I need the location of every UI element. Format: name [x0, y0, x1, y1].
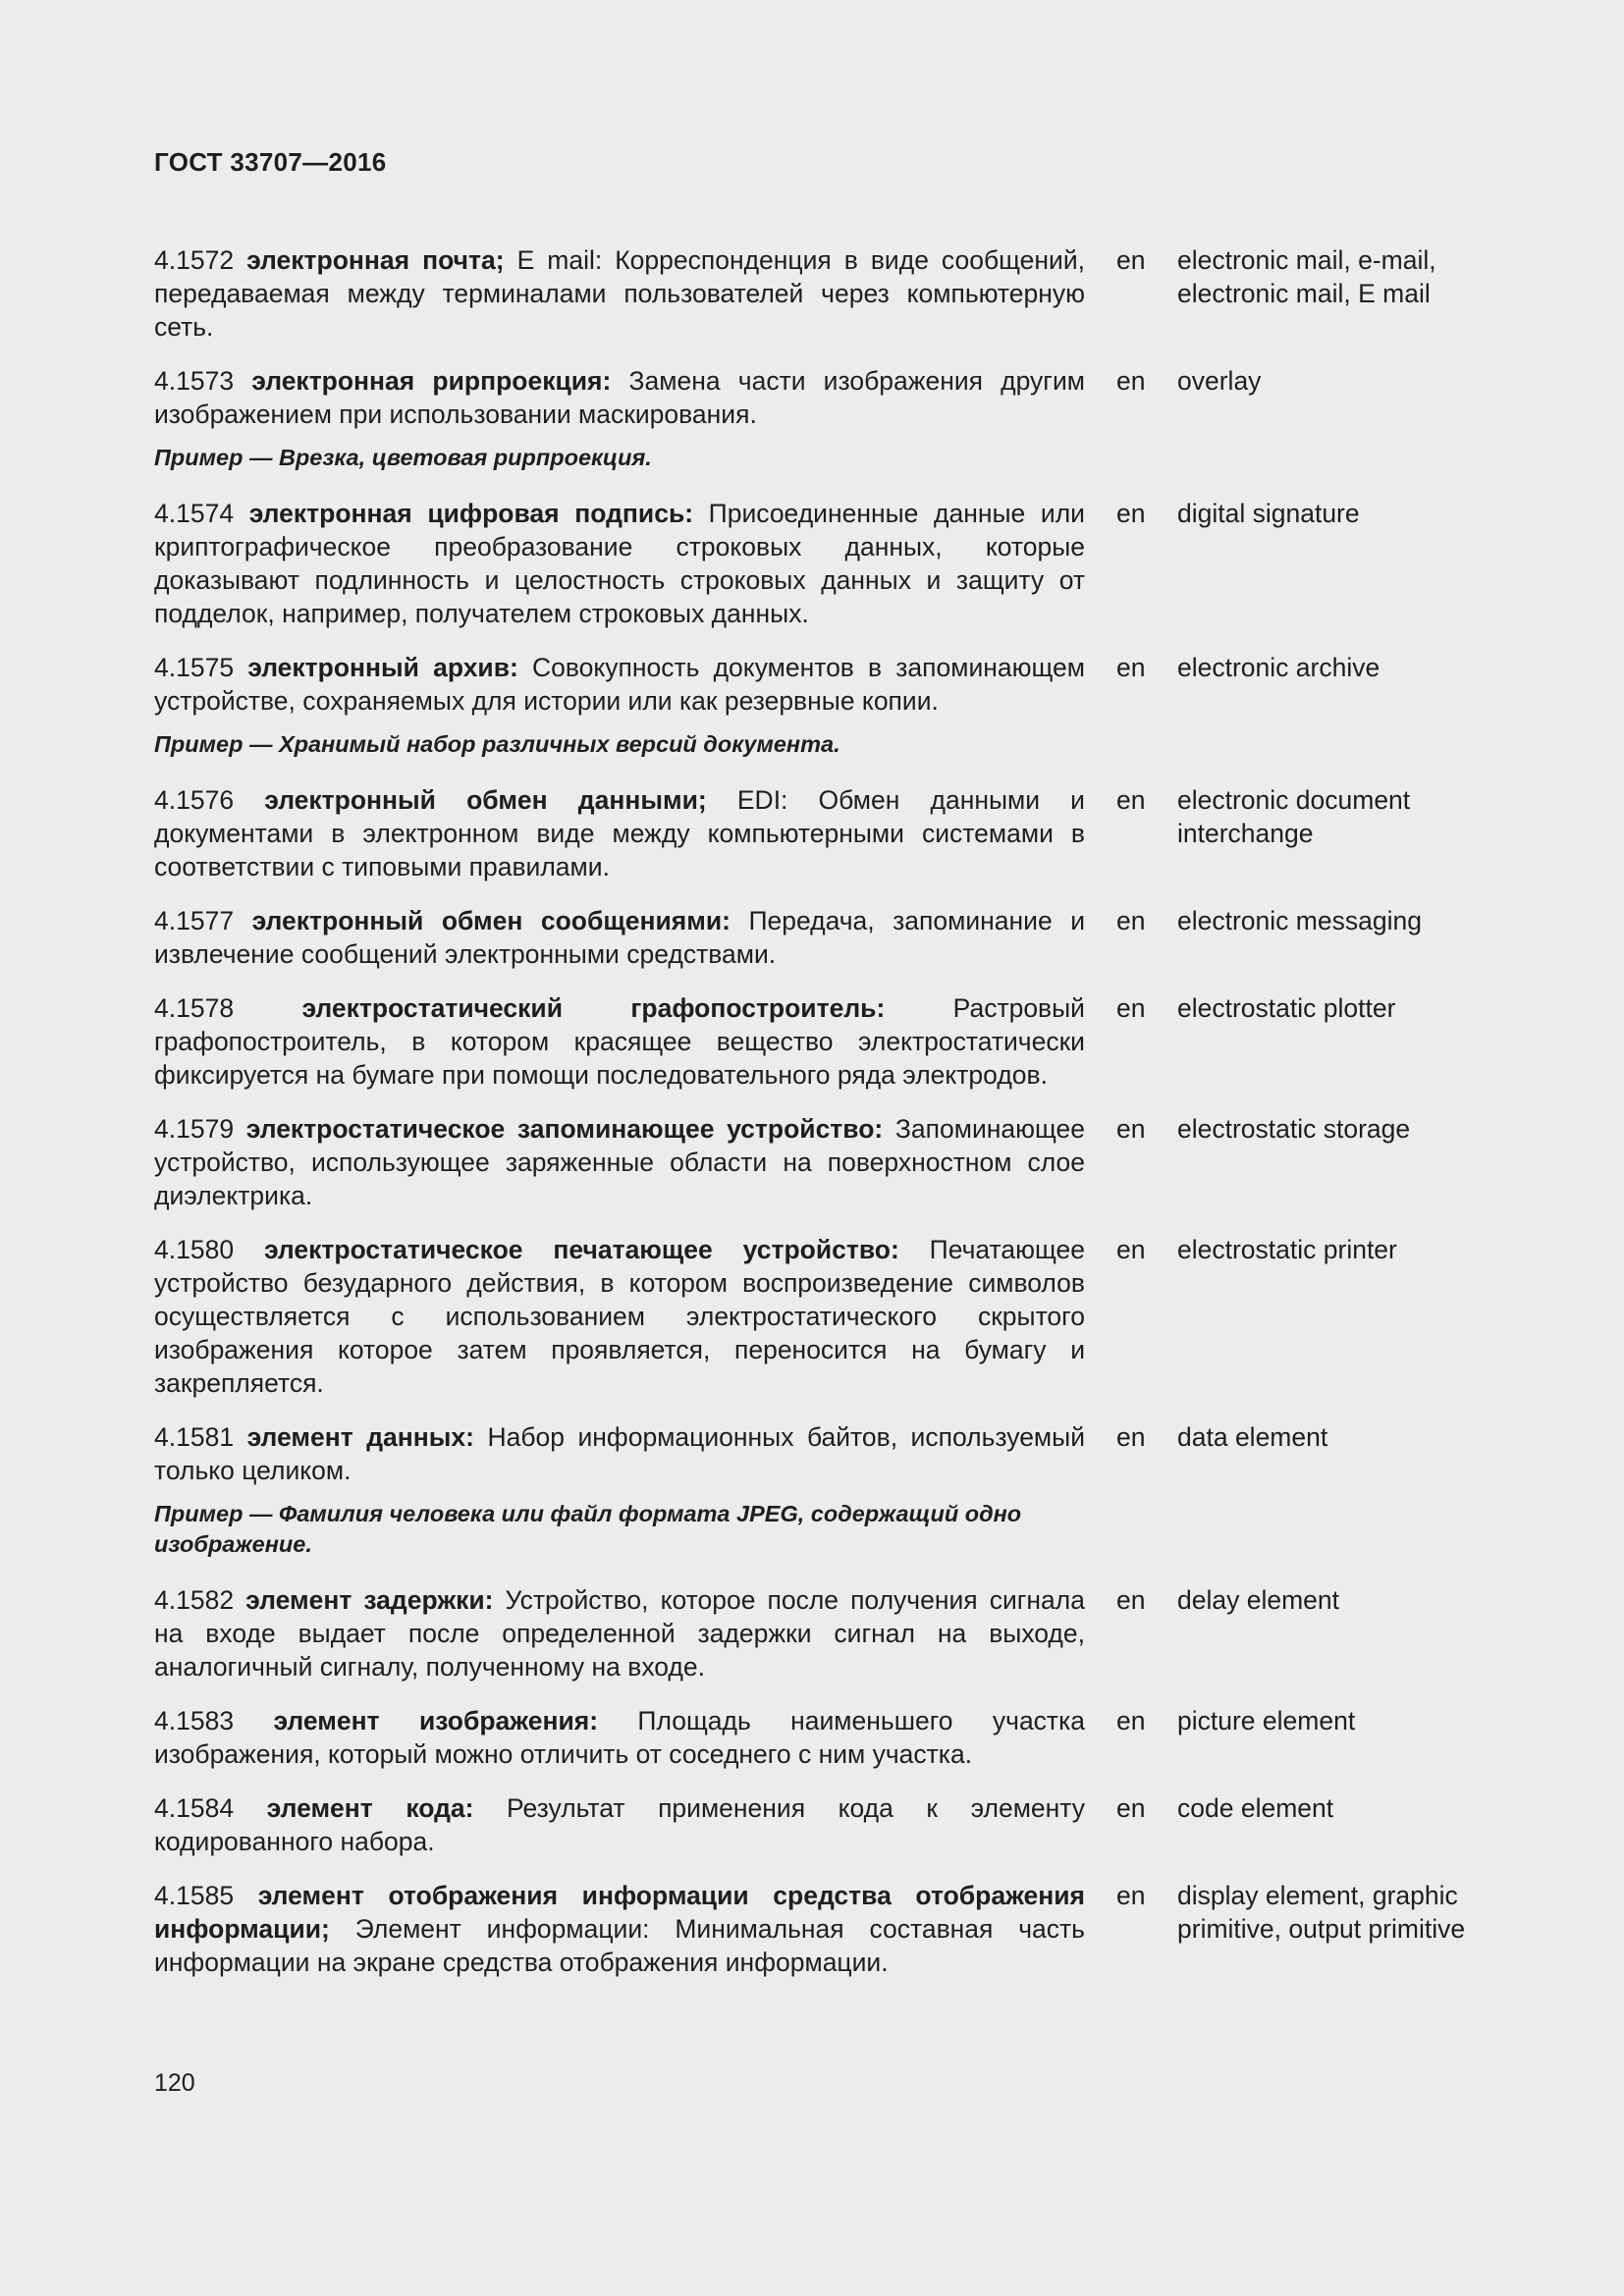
entry-term: элемент отображения информации средства отображения информации; [154, 1881, 1086, 1944]
language-code: en [1116, 906, 1146, 935]
english-term: electrostatic plotter [1177, 993, 1396, 1023]
entry-term: элемент кода: [266, 1793, 474, 1823]
glossary-entry [154, 1233, 1529, 1400]
russian-definition [154, 1704, 1085, 1771]
glossary-entry [154, 497, 1529, 630]
entry-example: Пример — Врезка, цветовая рирпроекция. [154, 445, 652, 470]
language-code: en [1116, 1422, 1146, 1452]
entry-definition: Результат применения кода к элементу кодированного набора. [154, 1793, 1085, 1856]
russian-definition [154, 1420, 1085, 1487]
entry-definition: Площадь наименьшего участка изображения, который можно отличить от соседнего с ним участка. [154, 1706, 1085, 1769]
english-term: picture element [1177, 1706, 1356, 1735]
russian-definition [154, 651, 1085, 718]
english-term: electrostatic printer [1177, 1235, 1397, 1264]
entry-term: электронная рирпроекция: [251, 366, 612, 396]
russian-definition [154, 1879, 1085, 1979]
entry-definition: Устройство, которое после получения сигнала на входе выдает после определенной задержки сигнал на выходе, аналогичный сигналу, полученному на входе. [154, 1585, 1085, 1682]
glossary-entry [154, 1112, 1529, 1212]
entry-term: электростатическое запоминающее устройство: [245, 1114, 884, 1144]
russian-definition [154, 497, 1085, 630]
glossary-entry [154, 991, 1529, 1092]
entry-term: электронная почта; [246, 245, 505, 275]
entry-term: электростатический графопостроитель: [301, 993, 886, 1023]
russian-definition [154, 364, 1085, 431]
entry-term: электронный обмен данными; [264, 785, 707, 815]
entry-number: 4.1575 [154, 653, 235, 682]
entry-number: 4.1580 [154, 1235, 235, 1264]
entry-definition: Растровый графопостроитель, в котором красящее вещество электростатически фиксируется на бумаге при помощи последовательного ряда электродов. [154, 993, 1085, 1090]
language-code: en [1116, 1114, 1146, 1144]
entry-term: элемент данных: [246, 1422, 474, 1452]
entry-number: 4.1578 [154, 993, 235, 1023]
entry-number: 4.1577 [154, 906, 235, 935]
entry-definition: Присоединенные данные или криптографическое преобразование строковых данных, которые доказывают подлинность и целостность строковых данных и защиту от подделок, например, получателем строковых данных. [154, 499, 1085, 628]
language-code: en [1116, 785, 1146, 815]
entry-number: 4.1582 [154, 1585, 235, 1615]
entry-number: 4.1572 [154, 245, 235, 275]
glossary-list [154, 243, 1529, 2000]
language-code: en [1116, 1881, 1146, 1910]
entry-term: электронная цифровая подпись: [248, 499, 694, 528]
entry-number: 4.1574 [154, 499, 235, 528]
page-number: 120 [154, 2069, 195, 2097]
glossary-entry [154, 1704, 1529, 1771]
language-code: en [1116, 653, 1146, 682]
english-term: electronic mail, e-mail, electronic mail, E mail [1177, 245, 1436, 308]
entry-definition: Совокупность документов в запоминающем устройстве, сохраняемых для истории или как резервные копии. [154, 653, 1085, 716]
english-term: digital signature [1177, 499, 1360, 528]
russian-definition [154, 243, 1085, 344]
english-term: display element, graphic primitive, output primitive [1177, 1881, 1466, 1944]
document-header: ГОСТ 33707—2016 [154, 147, 387, 177]
glossary-entry [154, 904, 1529, 971]
entry-term: электростатическое печатающее устройство: [263, 1235, 899, 1264]
glossary-entry [154, 1583, 1529, 1683]
glossary-entry [154, 364, 1529, 431]
russian-definition [154, 991, 1085, 1092]
entry-number: 4.1581 [154, 1422, 235, 1452]
english-term: electrostatic storage [1177, 1114, 1411, 1144]
entry-number: 4.1576 [154, 785, 235, 815]
glossary-entry [154, 1791, 1529, 1858]
entry-number: 4.1585 [154, 1881, 235, 1910]
language-code: en [1116, 1793, 1146, 1823]
entry-definition: Передача, запоминание и извлечение сообщений электронными средствами. [154, 906, 1085, 969]
entry-number: 4.1579 [154, 1114, 235, 1144]
glossary-entry [154, 243, 1529, 344]
russian-definition [154, 1583, 1085, 1683]
russian-definition [154, 1791, 1085, 1858]
entry-example: Пример — Хранимый набор различных версий документа. [154, 731, 840, 757]
entry-definition: Замена части изображения другим изображением при использовании маскирования. [154, 366, 1085, 429]
language-code: en [1116, 1235, 1146, 1264]
english-term: electronic messaging [1177, 906, 1422, 935]
russian-definition [154, 1112, 1085, 1212]
entry-example: Пример — Фамилия человека или файл формата JPEG, содержащий одно изображение. [154, 1501, 1022, 1557]
entry-term: элемент изображения: [273, 1706, 599, 1735]
language-code: en [1116, 245, 1146, 275]
english-term: code element [1177, 1793, 1334, 1823]
entry-definition: Печатающее устройство безударного действия, в котором воспроизведение символов осуществляется с использованием электростатического скрытого изображения которое затем проявляется, переносится на бумагу и закрепляется. [154, 1235, 1085, 1398]
glossary-entry [154, 1420, 1529, 1487]
russian-definition [154, 904, 1085, 971]
english-term: delay element [1177, 1585, 1339, 1615]
glossary-entry [154, 1879, 1529, 1979]
language-code: en [1116, 499, 1146, 528]
entry-definition: Запоминающее устройство, использующее заряженные области на поверхностном слое диэлектрика. [154, 1114, 1085, 1210]
entry-definition: Элемент информации: Минимальная составная часть информации на экране средства отображения информации. [154, 1914, 1085, 1977]
glossary-entry [154, 783, 1529, 883]
russian-definition [154, 783, 1085, 883]
entry-term: электронный архив: [247, 653, 518, 682]
entry-definition: Набор информационных байтов, используемый только целиком. [154, 1422, 1085, 1485]
language-code: en [1116, 1706, 1146, 1735]
entry-definition: E mail: Корреспонденция в виде сообщений, передаваемая между терминалами пользователей через компьютерную сеть. [154, 245, 1085, 342]
language-code: en [1116, 366, 1146, 396]
russian-definition [154, 1233, 1085, 1400]
english-term: data element [1177, 1422, 1328, 1452]
entry-term: элемент задержки: [245, 1585, 494, 1615]
entry-definition: EDI: Обмен данными и документами в электронном виде между компьютерными системами в соответствии с типовыми правилами. [154, 785, 1085, 881]
language-code: en [1116, 1585, 1146, 1615]
language-code: en [1116, 993, 1146, 1023]
entry-term: электронный обмен сообщениями: [251, 906, 731, 935]
entry-number: 4.1583 [154, 1706, 235, 1735]
glossary-entry [154, 651, 1529, 718]
entry-number: 4.1584 [154, 1793, 235, 1823]
english-term: overlay [1177, 366, 1262, 396]
english-term: electronic archive [1177, 653, 1380, 682]
entry-number: 4.1573 [154, 366, 235, 396]
english-term: electronic document interchange [1177, 785, 1411, 848]
